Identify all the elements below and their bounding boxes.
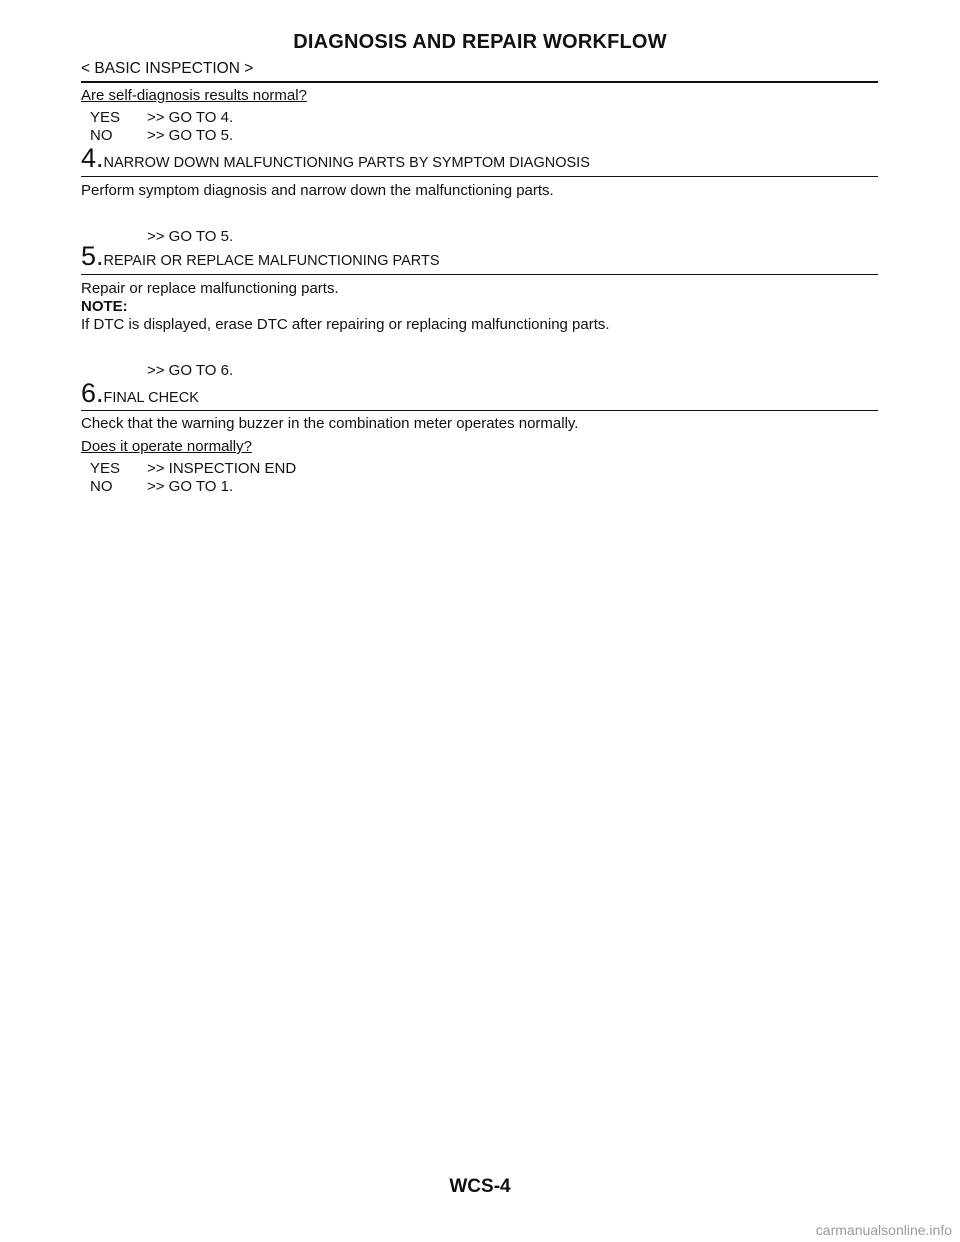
step-4-rule [81,176,878,177]
step-5-goto: >> GO TO 6. [147,362,234,379]
watermark: carmanualsonline.info [815,1222,952,1238]
q1-yes-key: YES [90,109,121,126]
header-rule [81,81,878,83]
step-6-number: 6. [81,378,104,408]
step-6-heading [81,380,199,407]
step-4-title: NARROW DOWN MALFUNCTIONING PARTS BY SYMPTOM DIAGNOSIS [103,155,590,171]
step-6-no-value: >> GO TO 1. [147,478,234,495]
step-4-body: Perform symptom diagnosis and narrow down the malfunctioning parts. [81,182,554,199]
page-title: DIAGNOSIS AND REPAIR WORKFLOW [293,31,667,53]
q1-question: Are self-diagnosis results normal? [81,87,307,104]
step-6-body: Check that the warning buzzer in the combination meter operates normally. [81,415,579,432]
step-6-no-key: NO [90,478,113,495]
step-5-heading [81,243,440,270]
step-5-number: 5. [81,241,104,271]
q1-no-key: NO [90,127,113,144]
step-4-goto: >> GO TO 5. [147,228,234,245]
step-5-title: REPAIR OR REPLACE MALFUNCTIONING PARTS [103,253,440,269]
step-4-number: 4. [81,143,104,173]
section-label: < BASIC INSPECTION > [81,60,254,77]
step-6-question: Does it operate normally? [81,438,252,455]
page-number: WCS-4 [449,1176,511,1197]
step-5-note-label: NOTE: [81,298,128,315]
step-6-title: FINAL CHECK [103,390,199,406]
step-5-body: Repair or replace malfunctioning parts. [81,280,339,297]
step-6-rule [81,410,878,411]
step-6-yes-value: >> INSPECTION END [147,460,297,477]
step-5-rule [81,274,878,275]
step-6-yes-key: YES [90,460,121,477]
q1-no-value: >> GO TO 5. [147,127,234,144]
step-4-heading [81,145,590,172]
q1-yes-value: >> GO TO 4. [147,109,234,126]
step-5-note: If DTC is displayed, erase DTC after repairing or replacing malfunctioning parts. [81,316,610,333]
